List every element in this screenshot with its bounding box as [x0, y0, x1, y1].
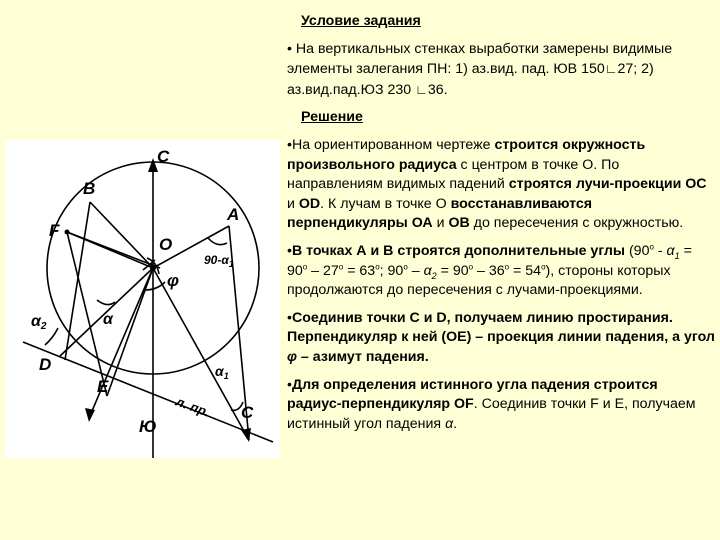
label-a: A — [227, 205, 240, 224]
construction-diagram — [5, 140, 280, 458]
label-alpha: α — [103, 311, 113, 328]
arc-alpha — [97, 300, 115, 305]
line-oe — [107, 268, 153, 396]
line-b-d — [65, 202, 90, 360]
bullet: • — [287, 40, 292, 57]
arc-90-a1 — [208, 238, 227, 245]
dip-corner-icon: ∟ — [604, 61, 618, 77]
arrow-dip-icon — [85, 408, 95, 422]
solution-step-2: •В точках А и В строятся дополнительные углы ($90^o - \alpha_1 = 90^o - 27^o = 63^o$; $90^o - \alpha_2 = 90^o - 36^o = 54^o$), стороны которых продолжаются до пересечения с лучами-проекциями. — [287, 242, 692, 299]
solution-step-1: •На ориентированном чертеже строится окружность произвольного радиуса с центром в точке О. По направлениям видимых падений строятся лучи-проекции ОС и OD. К лучам в точке О восстанавливаются перпендикуляры ОА и ОВ до пересечения с окружностью. — [287, 136, 707, 232]
point-o — [150, 265, 156, 271]
dip-corner-icon: ∟ — [415, 81, 428, 97]
label-c-north: С — [157, 147, 170, 166]
label-b: В — [83, 179, 96, 198]
solution-heading: Решение — [301, 109, 363, 126]
condition-paragraph: • На вертикальных стенках выработки замерены видимые элементы залегания ПН: 1) аз.вид. пад. ЮВ 150∟27; 2) аз.вид.пад.ЮЗ 230 ∟36. — [287, 40, 673, 98]
label-alpha1: $\alpha_1$ — [215, 363, 229, 381]
label-alpha2: α2 — [31, 313, 47, 332]
label-angle-90-a1: $90-\alpha_1$ — [204, 253, 234, 269]
text-panel — [287, 12, 715, 434]
label-f: F — [49, 221, 60, 240]
condition-heading: Условие задания — [301, 13, 421, 29]
label-e: E — [97, 377, 109, 396]
solution-step-3: •Соединив точки С и D, получаем линию простирания. Перпендикуляр к ней (ОЕ) – проекция линии падения, а угол φ – азимут падения. — [287, 309, 715, 365]
perpendicular-ob — [90, 202, 153, 268]
label-o: O — [159, 235, 173, 254]
point-f — [65, 230, 70, 235]
label-strike: л. пр. — [173, 393, 212, 420]
label-c: C — [241, 403, 254, 422]
label-phi: φ — [167, 271, 179, 290]
diagram-svg — [5, 140, 280, 458]
label-d: D — [39, 355, 52, 374]
label-yu: Ю — [139, 417, 157, 436]
arc-alpha2 — [45, 328, 58, 345]
solution-step-4: •Для определения истинного угла падения строится радиус-перпендикуляр OF. Соединив точки F и Е, получаем истинный угол падения α. — [287, 376, 696, 432]
